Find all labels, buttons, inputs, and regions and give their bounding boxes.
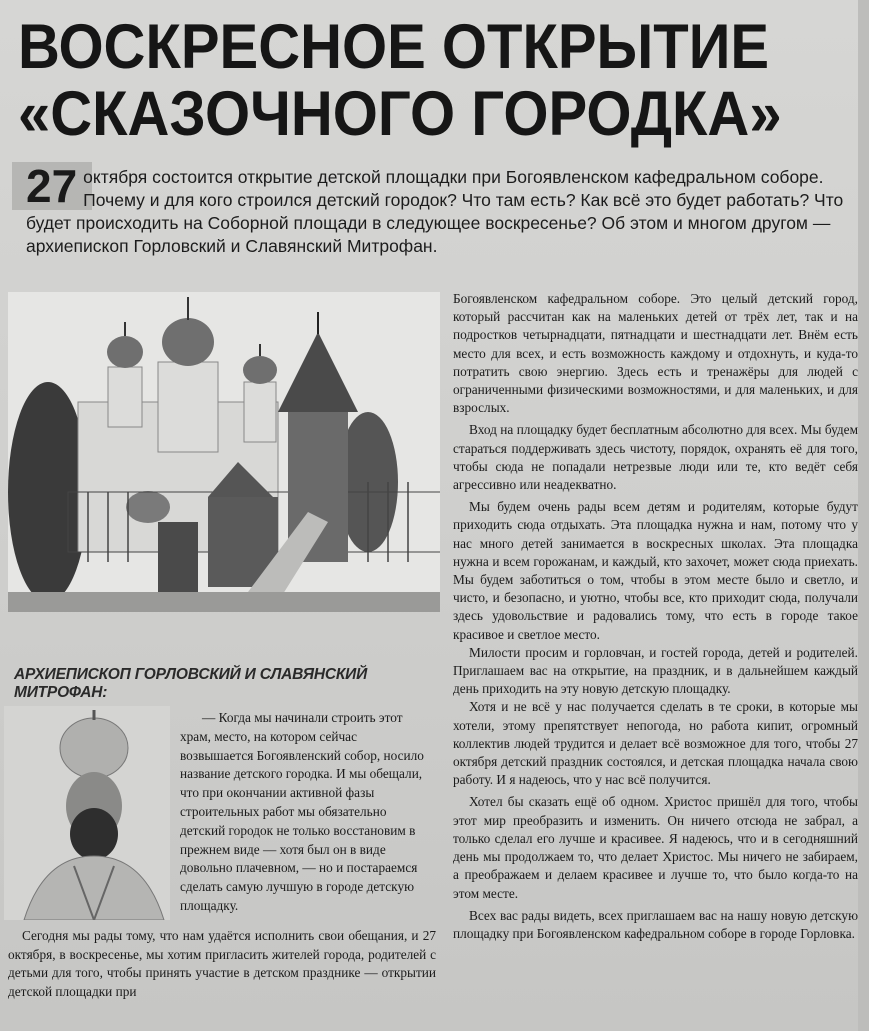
quote-speaker-heading: АРХИЕПИСКОП ГОРЛОВСКИЙ И СЛАВЯНСКИЙ МИТРОФАН: xyxy=(14,666,368,701)
paragraph: Хотя и не всё у нас получается сделать в те сроки, в которые мы хотели, этому препятствует непогода, но работа кипит, огромный коллектив людей трудится и делает всё возможное для того, чтобы 27 октября детский праздник состоялся, и детская площадка начала свою работу. И я надеюсь, что у нас всё получится. xyxy=(453,699,858,788)
paragraph: Всех вас рады видеть, всех приглашаем вас на нашу новую детскую площадку при Богоявленском кафедральном соборе в городе Горловка. xyxy=(453,907,858,941)
archbishop-portrait xyxy=(4,706,170,920)
article-lead xyxy=(26,160,862,258)
paragraph: Мы будем очень рады всем детям и родителям, которые будут приходить сюда отдыхать. Эта площадка нужна и нам, потому что у нас много детей занимается в воскресных школах. Эта площадка нужна и всем горожанам, и каждый, кто захочет, может сюда приехать. Мы будем заботиться о том, чтобы в этом месте было и светло, и чисто, и безопасно, и уютно, чтобы все, кто приходит сюда, получали здесь удовольствие и радовались тому, что есть в городе такое красивое и светлое место. xyxy=(453,499,858,642)
paragraph: Милости просим и горловчан, и гостей города, детей и родителей. Приглашаем вас на открытие, на праздник, и в дальнейшем каждый день приходить на эту новую детскую площадку. xyxy=(453,644,858,697)
article-right-column xyxy=(453,290,858,943)
lead-text: октября состоится открытие детской площадки при Богоявленском кафедральном соборе. Почему и для кого строился детский городок? Что там есть? Как всё это будет работать? Что будет происходить на Соборной площади в следующее воскресенье? Об этом и многом другом — архиепископ Горловский и Славянский Митрофан. xyxy=(26,167,844,256)
paragraph: Вход на площадку будет бесплатным абсолютно для всех. Мы будем стараться поддерживать здесь чистоту, порядок, охранять её для того, чтобы сюда не попадали нетрезвые люди или те, кто ведёт себя агрессивно или неадекватно. xyxy=(453,422,858,493)
quote-body xyxy=(180,709,432,916)
cathedral-playground-photo xyxy=(8,292,440,612)
page-edge xyxy=(858,0,869,1031)
cathedral-photo-illustration xyxy=(8,292,440,612)
quote-paragraph: — Когда мы начинали строить этот храм, место, на котором сейчас возвышается Богоявленский собор, носило название детского городка. И мы обещали, что при окончании активной фазы строительных работ мы обязательно детский городок не только восстановим в прежнем виде — хотя был он в виде довольно плачевном, — но и постараемся сделать самую лучшую в городе детскую площадку. xyxy=(180,710,424,913)
portrait-illustration xyxy=(4,706,170,920)
article-headline xyxy=(18,11,863,149)
paragraph: Сегодня мы рады тому, что нам удаётся исполнить свои обещания, и 27 октября, в воскресенье, мы хотим пригласить жителей города, родителей с детьми для того, чтобы принять участие в детском празднике — открытии детской площадки при xyxy=(8,928,436,999)
headline-line-1: ВОСКРЕСНОЕ ОТКРЫТИЕ xyxy=(18,11,770,83)
paragraph: Богоявленском кафедральном соборе. Это целый детский город, который рассчитан как на маленьких детей от трёх лет, так и на подростков четырнадцати, пятнадцати и шестнадцати лет. Внём есть место для всех, и есть возможность каждому и отдохнуть, и куда-то потратить свою энергию. Здесь есть и тренажёры для людей с ограниченными физическими возможностями, и для маленьких, и для взрослых. xyxy=(453,291,858,416)
headline-line-2: «СКАЗОЧНОГО ГОРОДКА» xyxy=(18,78,782,149)
paragraph: Хотел бы сказать ещё об одном. Христос пришёл для того, чтобы этот мир преобразить и изменить. Он ничего отсюда не забрал, а только сделал его лучше и красивее. Я надеюсь, что и в сегодняшний день мы продолжаем то, что делает Христос. Мы ничего не забираем, а преображаем и делаем красивее и лучше то, что было когда-то на этом месте. xyxy=(453,794,858,901)
article-bottom-left xyxy=(8,927,436,1001)
lead-date-number: 27 xyxy=(26,160,78,212)
